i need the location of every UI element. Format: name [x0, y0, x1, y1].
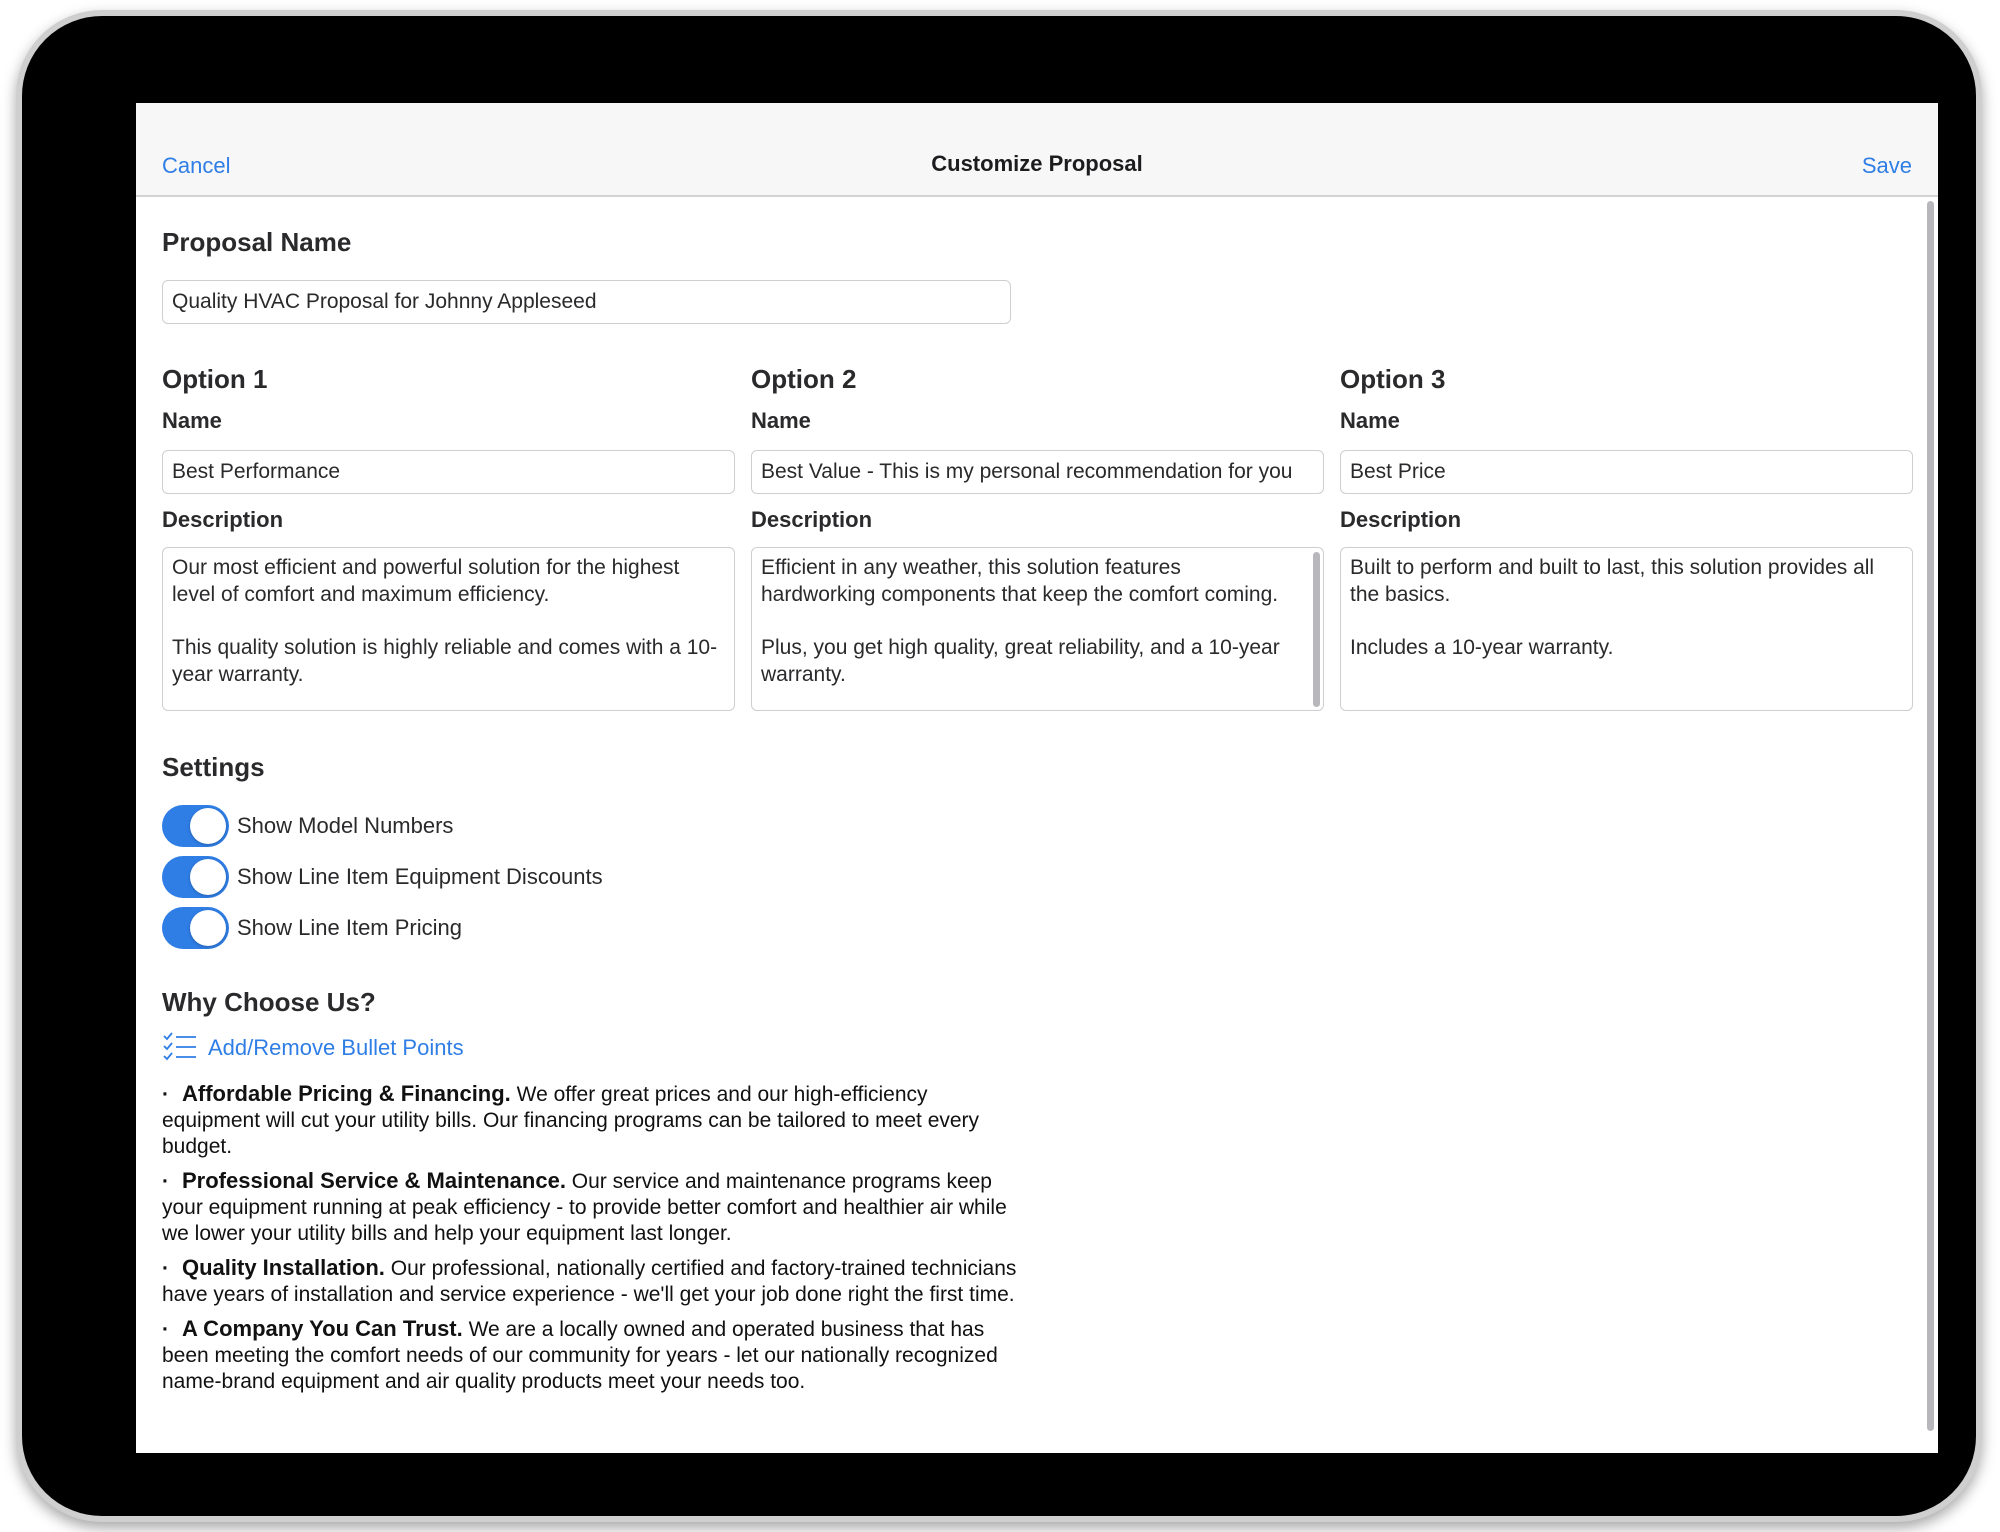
option-1-heading: Option 1	[162, 364, 268, 394]
show-equipment-discounts-toggle[interactable]	[162, 856, 229, 898]
option-2-name-input[interactable]: Best Value - This is my personal recommendation for you	[751, 450, 1324, 494]
page-title: Customize Proposal	[931, 151, 1143, 176]
bullet-text: We are a locally owned and operated business that has been meeting the comfort needs of our community for years - let our nationally recognized name-brand equipment and air quality products meet your needs too.	[162, 1318, 998, 1393]
list-item: · Professional Service & Maintenance. Our service and maintenance programs keep your equipment running at peak efficiency - to provide better comfort and healthier air while we lower your utility bills and help your equipment last longer.	[162, 1168, 1007, 1245]
list-item: · Affordable Pricing & Financing. We offer great prices and our high-efficiency equipment will cut your utility bills. Our financing programs can be tailored to meet every budget.	[162, 1081, 980, 1158]
option-1-description-input[interactable]	[162, 547, 735, 711]
option-3-description-input[interactable]	[1340, 547, 1913, 711]
show-model-numbers-toggle[interactable]	[162, 805, 229, 847]
toggle-knob	[190, 808, 226, 844]
bullet-title: Professional Service & Maintenance.	[182, 1168, 566, 1193]
settings-heading: Settings	[162, 752, 265, 782]
proposal-name-input[interactable]: Quality HVAC Proposal for Johnny Appleseed	[162, 280, 1011, 324]
bullet-text: Our service and maintenance programs keep your equipment running at peak efficiency - to provide better comfort and healthier air while we lower your utility bills and help your equipment last longer.	[162, 1170, 1007, 1245]
save-button[interactable]: Save	[1861, 153, 1912, 178]
option-1-name-input[interactable]: Best Performance	[162, 450, 735, 494]
page-scrollbar[interactable]	[1927, 201, 1934, 1431]
bullet-title: Affordable Pricing & Financing.	[182, 1081, 511, 1106]
bullet-title: Quality Installation.	[182, 1255, 385, 1280]
toggle-knob	[190, 859, 226, 895]
option-2-heading: Option 2	[751, 364, 857, 394]
toggle-label: Show Model Numbers	[237, 813, 454, 838]
bullet-list	[162, 1081, 1022, 1403]
option-3-heading: Option 3	[1340, 364, 1446, 394]
list-item: · Quality Installation. Our professional, nationally certified and factory-trained technicians have years of installation and service experience - we'll get your job done right the first time.	[162, 1255, 1017, 1306]
bullet-text: We offer great prices and our high-efficiency equipment will cut your utility bills. Our financing programs can be tailored to meet every budget.	[162, 1083, 980, 1158]
description-scrollbar[interactable]	[1313, 552, 1320, 707]
add-remove-bullets-label: Add/Remove Bullet Points	[208, 1035, 464, 1060]
show-line-item-pricing-toggle[interactable]	[162, 907, 229, 949]
option-3-description-paragraph: Includes a 10-year warranty.	[1350, 636, 1614, 659]
option-2-description-input[interactable]	[751, 547, 1324, 711]
option-1-description-paragraph: This quality solution is highly reliable and comes with a 10-year warranty.	[172, 636, 718, 686]
why-choose-us-heading: Why Choose Us?	[162, 987, 376, 1017]
proposal-name-heading: Proposal Name	[162, 227, 352, 257]
toggle-row-equipment-discounts	[162, 856, 762, 900]
option-2-description-paragraph: Efficient in any weather, this solution features hardworking components that keep the comfort coming.	[761, 556, 1279, 606]
option-3-description-label: Description	[1340, 507, 1462, 532]
bullet-title: A Company You Can Trust.	[182, 1316, 463, 1341]
screen	[136, 103, 1938, 1453]
option-2-name-label: Name	[751, 408, 811, 433]
bullet-text: Our professional, nationally certified and factory-trained technicians have years of installation and service experience - we'll get your job done right the first time.	[162, 1257, 1017, 1306]
option-1-name-label: Name	[162, 408, 222, 433]
toggle-knob	[190, 910, 226, 946]
option-2-description-label: Description	[751, 507, 873, 532]
toggle-label: Show Line Item Pricing	[237, 915, 462, 940]
add-remove-bullets-button[interactable]	[162, 1029, 562, 1065]
list-item: · A Company You Can Trust. We are a locally owned and operated business that has been meeting the comfort needs of our community for years - let our nationally recognized name-brand equipment and air quality products meet your needs too.	[162, 1316, 998, 1393]
tablet-frame	[16, 10, 1982, 1522]
option-3-name-input[interactable]: Best Price	[1340, 450, 1913, 494]
option-2-description-paragraph: Plus, you get high quality, great reliability, and a 10-year warranty.	[761, 636, 1280, 686]
option-3-description-paragraph: Built to perform and built to last, this solution provides all the basics.	[1350, 556, 1875, 606]
nav-bar	[136, 103, 1938, 197]
option-1-description-label: Description	[162, 507, 284, 532]
toggle-row-line-item-pricing	[162, 907, 762, 951]
option-1-description-paragraph: Our most efficient and powerful solution for the highest level of comfort and maximum efficiency.	[172, 556, 680, 606]
option-3-name-label: Name	[1340, 408, 1400, 433]
toggle-row-model-numbers	[162, 805, 762, 849]
cancel-button[interactable]: Cancel	[162, 153, 231, 178]
toggle-label: Show Line Item Equipment Discounts	[237, 864, 603, 889]
checklist-icon	[162, 1031, 198, 1063]
